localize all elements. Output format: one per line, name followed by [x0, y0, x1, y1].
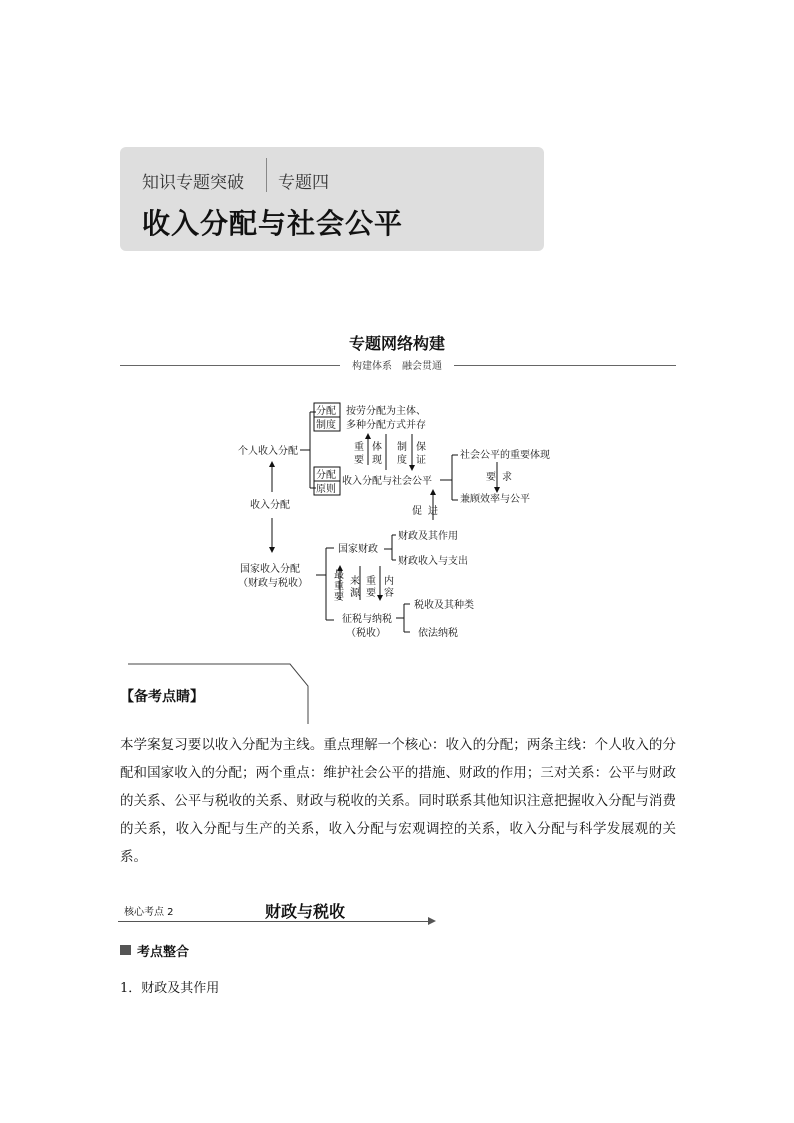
label-zuizhongyao-3: 要 — [334, 592, 344, 603]
list-item: 1．财政及其作用 — [120, 981, 220, 996]
label-cujin-2: 进 — [428, 506, 438, 517]
header-divider — [266, 158, 267, 192]
node-fairness: 收入分配与社会公平 — [342, 476, 432, 487]
label-laiyuan-2: 源 — [350, 588, 360, 599]
series-label: 知识专题突破 — [142, 173, 244, 193]
label-yaoqiu-2: 求 — [502, 472, 512, 483]
node-system-desc-2: 多种分配方式并存 — [346, 420, 426, 431]
label-zhidu-1: 制 — [397, 442, 407, 453]
label-zhongyao-1: 重 — [354, 442, 364, 453]
node-efficiency: 兼顾效率与公平 — [460, 494, 530, 505]
node-principle-a: 分配 — [316, 470, 336, 481]
label-tixian-2: 现 — [372, 455, 382, 466]
label-zhidu-2: 度 — [397, 455, 407, 466]
network-title: 专题网络构建 — [348, 334, 445, 353]
label-yaoqiu-1: 要 — [486, 472, 496, 483]
topic-label: 专题四 — [278, 173, 329, 193]
label-cujin-1: 促 — [412, 506, 422, 517]
label-neirong-2: 容 — [384, 588, 394, 599]
node-system-a: 分配 — [316, 406, 336, 417]
section-title: 财政与税收 — [265, 902, 346, 921]
node-income: 收入分配 — [250, 500, 290, 511]
node-tax-types: 税收及其种类 — [414, 600, 474, 611]
label-laiyuan-1: 来 — [350, 576, 360, 587]
label-neirong-1: 内 — [384, 576, 394, 587]
node-tax-sub: （税收） — [346, 628, 386, 639]
concept-diagram — [0, 390, 794, 650]
node-national: 国家收入分配 — [240, 564, 300, 575]
label-tixian-1: 体 — [372, 442, 382, 453]
node-personal: 个人收入分配 — [238, 446, 298, 457]
section-label: 核心考点 2 — [124, 907, 174, 918]
label-zuizhongyao-1: 最 — [334, 570, 344, 581]
tips-paragraph: 本学案复习要以收入分配为主线。重点理解一个核心：收入的分配；两条主线：个人收入的分配和国家收入的分配；两个重点：维护社会公平的措施、财政的作用；三对关系：公平与财政的关系、公平与税收的关系、财政与税收的关系。同时联系其他知识注意把握收入分配与消费的关系，收入分配与生产的关系，收入分配与宏观调控的关系，收入分配与科学发展观的关系。 — [120, 737, 676, 865]
square-bullet-icon — [120, 945, 131, 955]
node-finance-budget: 财政收入与支出 — [398, 556, 468, 567]
node-principle-b: 原则 — [316, 484, 336, 495]
node-tax: 征税与纳税 — [342, 614, 392, 625]
page-title: 收入分配与社会公平 — [142, 207, 404, 240]
label-zuizhongyao-2: 重 — [334, 581, 344, 592]
label-baozheng-1: 保 — [416, 442, 426, 453]
label-baozheng-2: 证 — [416, 455, 426, 466]
tips-heading: 【备考点睛】 — [120, 689, 204, 705]
label-zhongyao2-2: 要 — [366, 588, 376, 599]
label-zhongyao2-1: 重 — [366, 576, 376, 587]
subsection-title: 考点整合 — [137, 945, 190, 960]
node-national-sub: （财政与税收） — [238, 578, 308, 589]
node-system-b: 制度 — [316, 420, 336, 431]
node-finance: 国家财政 — [338, 544, 378, 555]
label-zhongyao-2: 要 — [354, 455, 364, 466]
network-subtitle: 构建体系 融会贯通 — [340, 357, 454, 372]
arrow-right-icon — [428, 917, 436, 925]
section-rule — [118, 921, 430, 922]
node-system-desc-1: 按劳分配为主体、 — [346, 406, 426, 417]
node-tax-law: 依法纳税 — [418, 628, 458, 639]
node-finance-role: 财政及其作用 — [398, 531, 458, 542]
node-fair-important: 社会公平的重要体现 — [460, 450, 550, 461]
